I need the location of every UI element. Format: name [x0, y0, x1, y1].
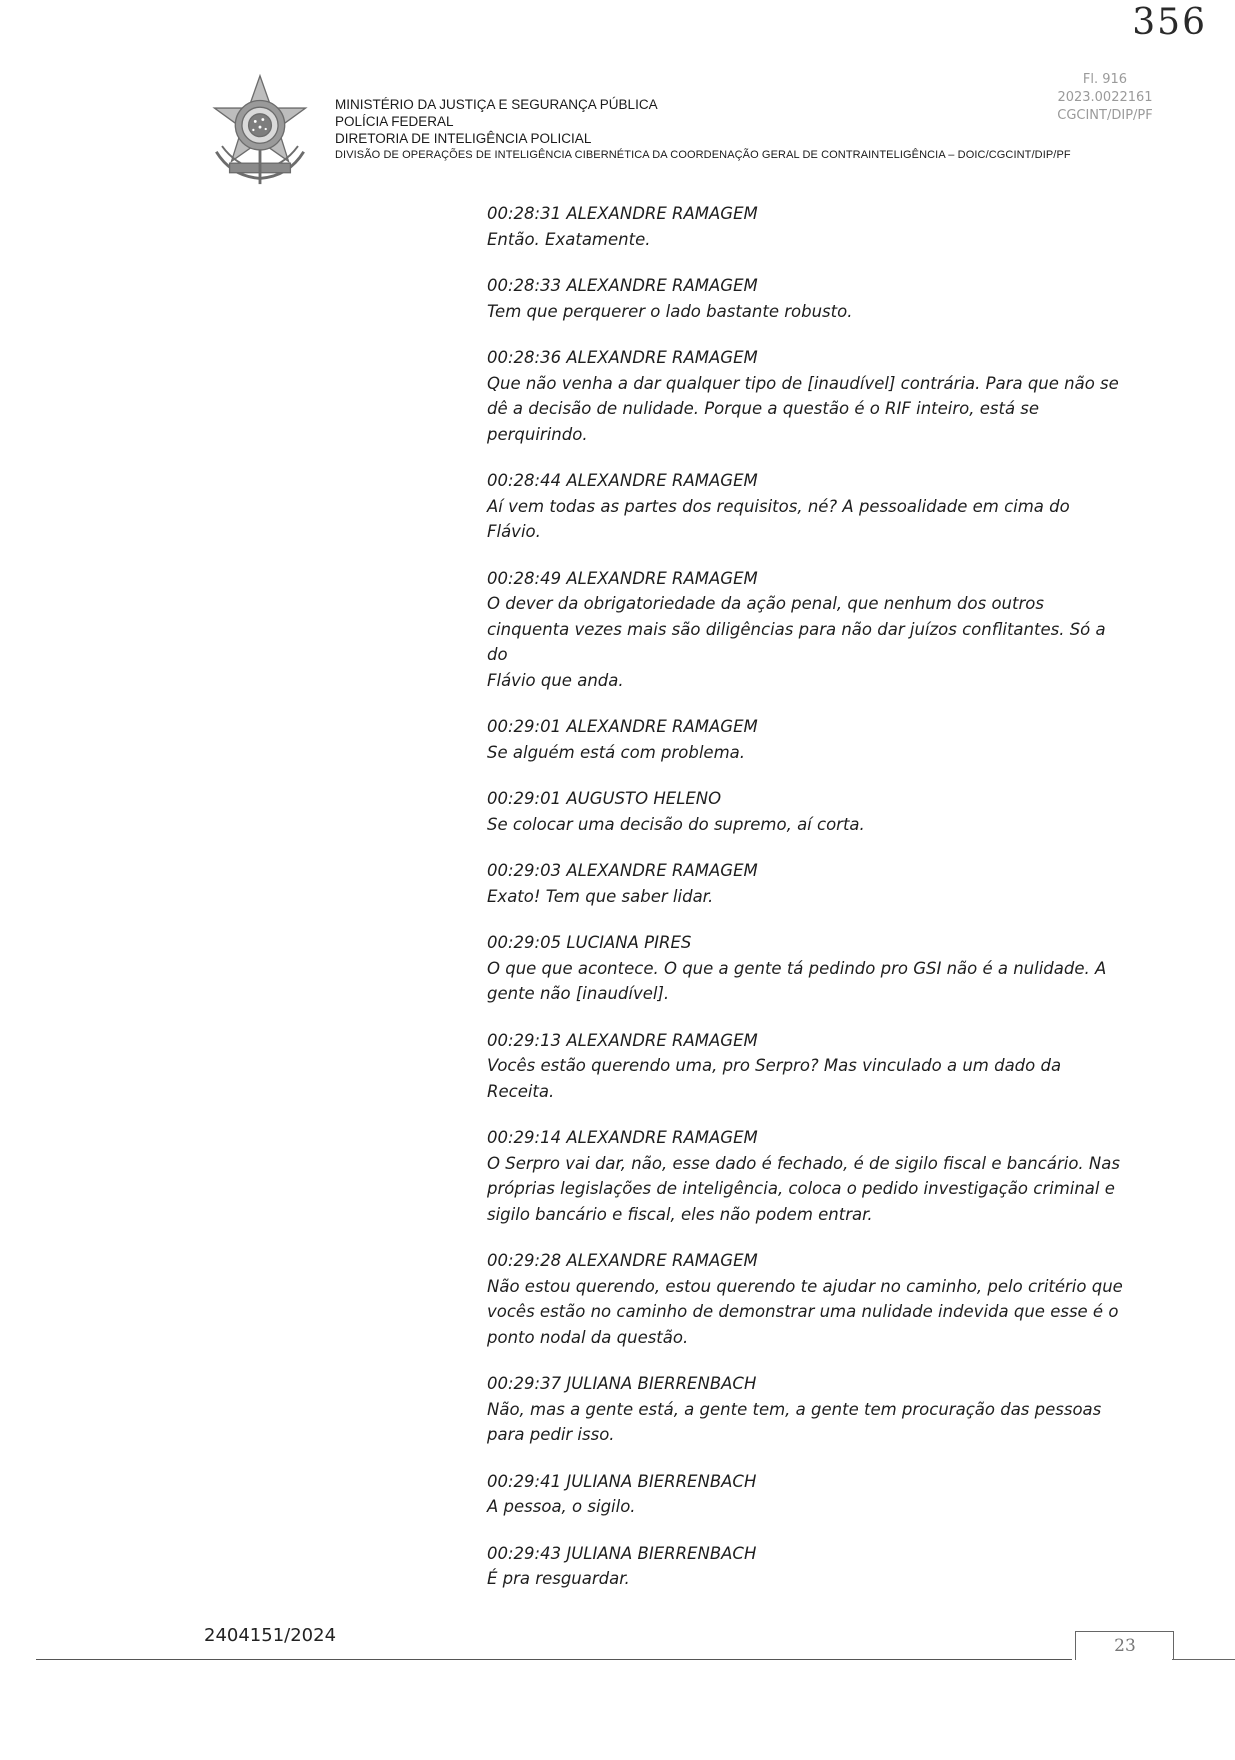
- entry-timestamp-speaker: 00:28:49 ALEXANDRE RAMAGEM: [487, 568, 758, 588]
- entry-speech-line: A pessoa, o sigilo.: [487, 1497, 636, 1516]
- entry-timestamp-speaker: 00:29:13 ALEXANDRE RAMAGEM: [487, 1030, 758, 1050]
- entry-speech-line: vocês estão no caminho de demonstrar uma nulidade indevida que esse é o: [487, 1302, 1119, 1321]
- footer-document-id: 2404151/2024: [204, 1625, 337, 1646]
- footer-divider: [36, 1659, 1072, 1660]
- transcript-entry: [487, 273, 1127, 324]
- entry-speech-line: gente não [inaudível].: [487, 984, 670, 1003]
- entry-speech-line: O dever da obrigatoriedade da ação penal, que nenhum dos outros: [487, 594, 1044, 613]
- entry-speech-line: Não, mas a gente está, a gente tem, a gente tem procuração das pessoas: [487, 1399, 1102, 1419]
- transcript-entry: [487, 858, 1127, 909]
- registry-folio: Fl. 916: [1082, 72, 1128, 87]
- entry-timestamp-speaker: 00:29:01 AUGUSTO HELENO: [487, 789, 722, 808]
- header-ministry: MINISTÉRIO DA JUSTIÇA E SEGURANÇA PÚBLICA: [335, 97, 658, 112]
- header-police: POLÍCIA FEDERAL: [335, 114, 454, 129]
- entry-timestamp-speaker: 00:29:41 JULIANA BIERRENBACH: [487, 1471, 757, 1491]
- coat-of-arms-seal-icon: [203, 72, 317, 186]
- institution-header: [335, 96, 1135, 164]
- transcript-entry: [487, 1028, 1127, 1105]
- header-directorate: DIRETORIA DE INTELIGÊNCIA POLICIAL: [335, 131, 592, 146]
- entry-speech-line: dê a decisão de nulidade. Porque a questão é o RIF inteiro, está se: [487, 399, 1040, 418]
- entry-speech-line: Receita.: [487, 1081, 555, 1101]
- entry-timestamp-speaker: 00:29:14 ALEXANDRE RAMAGEM: [487, 1128, 758, 1147]
- entry-speech-line: Exato! Tem que saber lidar.: [487, 886, 714, 906]
- entry-timestamp-speaker: 00:29:05 LUCIANA PIRES: [487, 933, 692, 952]
- entry-timestamp-speaker: 00:29:01 ALEXANDRE RAMAGEM: [487, 717, 758, 736]
- entry-timestamp-speaker: 00:29:37 JULIANA BIERRENBACH: [487, 1374, 757, 1393]
- entry-speech-line: Então. Exatamente.: [487, 229, 651, 249]
- entry-timestamp-speaker: 00:28:31 ALEXANDRE RAMAGEM: [487, 204, 758, 223]
- transcript-body: [487, 201, 1127, 1613]
- transcript-entry: [487, 1469, 1127, 1520]
- entry-timestamp-speaker: 00:29:03 ALEXANDRE RAMAGEM: [487, 861, 758, 880]
- entry-timestamp-speaker: 00:29:28 ALEXANDRE RAMAGEM: [487, 1251, 758, 1270]
- entry-speech-line: próprias legislações de inteligência, coloca o pedido investigação criminal e: [487, 1179, 1115, 1198]
- entry-speech-line: para pedir isso.: [487, 1425, 615, 1444]
- transcript-entry: [487, 1371, 1127, 1448]
- entry-speech-line: Se colocar uma decisão do supremo, aí corta.: [487, 814, 865, 834]
- transcript-entry: [487, 1248, 1127, 1350]
- entry-speech-line: Tem que perquerer o lado bastante robusto.: [487, 301, 853, 321]
- entry-speech-line: O Serpro vai dar, não, esse dado é fechado, é de sigilo fiscal e bancário. Nas: [487, 1153, 1120, 1173]
- transcript-entry: [487, 714, 1127, 765]
- entry-timestamp-speaker: 00:28:36 ALEXANDRE RAMAGEM: [487, 348, 758, 367]
- entry-speech-line: Se alguém está com problema.: [487, 742, 746, 762]
- transcript-entry: [487, 1541, 1127, 1592]
- entry-timestamp-speaker: 00:28:44 ALEXANDRE RAMAGEM: [487, 471, 758, 490]
- transcript-entry: [487, 930, 1127, 1007]
- transcript-entry: [487, 345, 1127, 447]
- registry-stamp: [1035, 71, 1175, 125]
- entry-speech-line: sigilo bancário e fiscal, eles não podem entrar.: [487, 1204, 873, 1224]
- transcript-entry: [487, 786, 1127, 837]
- entry-speech-line: ponto nodal da questão.: [487, 1327, 689, 1347]
- registry-process: 2023.0022161: [1057, 90, 1153, 105]
- page-number-stamp: 356: [1132, 2, 1207, 43]
- transcript-entry: [487, 468, 1127, 545]
- entry-speech-line: perquirindo.: [487, 424, 588, 444]
- entry-timestamp-speaker: 00:29:43 JULIANA BIERRENBACH: [487, 1543, 757, 1563]
- transcript-entry: [487, 201, 1127, 252]
- entry-timestamp-speaker: 00:28:33 ALEXANDRE RAMAGEM: [487, 276, 758, 295]
- entry-speech-line: cinquenta vezes mais são diligências para não dar juízos conflitantes. Só a do: [487, 619, 1106, 664]
- transcript-entry: [487, 1125, 1127, 1227]
- entry-speech-line: Flávio que anda.: [487, 670, 624, 690]
- entry-speech-line: É pra resguardar.: [487, 1569, 630, 1588]
- header-division: DIVISÃO DE OPERAÇÕES DE INTELIGÊNCIA CIBERNÉTICA DA COORDENAÇÃO GERAL DE CONTRAINTELIGÊNCIA – DOIC/CGCINT/DIP/PF: [335, 149, 1071, 161]
- entry-speech-line: Não estou querendo, estou querendo te ajudar no caminho, pelo critério que: [487, 1276, 1123, 1296]
- footer-page-number: 23: [1114, 1636, 1136, 1656]
- entry-speech-line: Que não venha a dar qualquer tipo de [inaudível] contrária. Para que não se: [487, 373, 1119, 393]
- transcript-entry: [487, 566, 1127, 694]
- footer-divider-tail: [1172, 1659, 1235, 1660]
- entry-speech-line: Vocês estão querendo uma, pro Serpro? Mas vinculado a um dado da: [487, 1056, 1062, 1075]
- entry-speech-line: Aí vem todas as partes dos requisitos, né? A pessoalidade em cima do Flávio.: [487, 496, 1070, 541]
- registry-unit: CGCINT/DIP/PF: [1057, 108, 1153, 123]
- entry-speech-line: O que que acontece. O que a gente tá pedindo pro GSI não é a nulidade. A: [487, 958, 1107, 978]
